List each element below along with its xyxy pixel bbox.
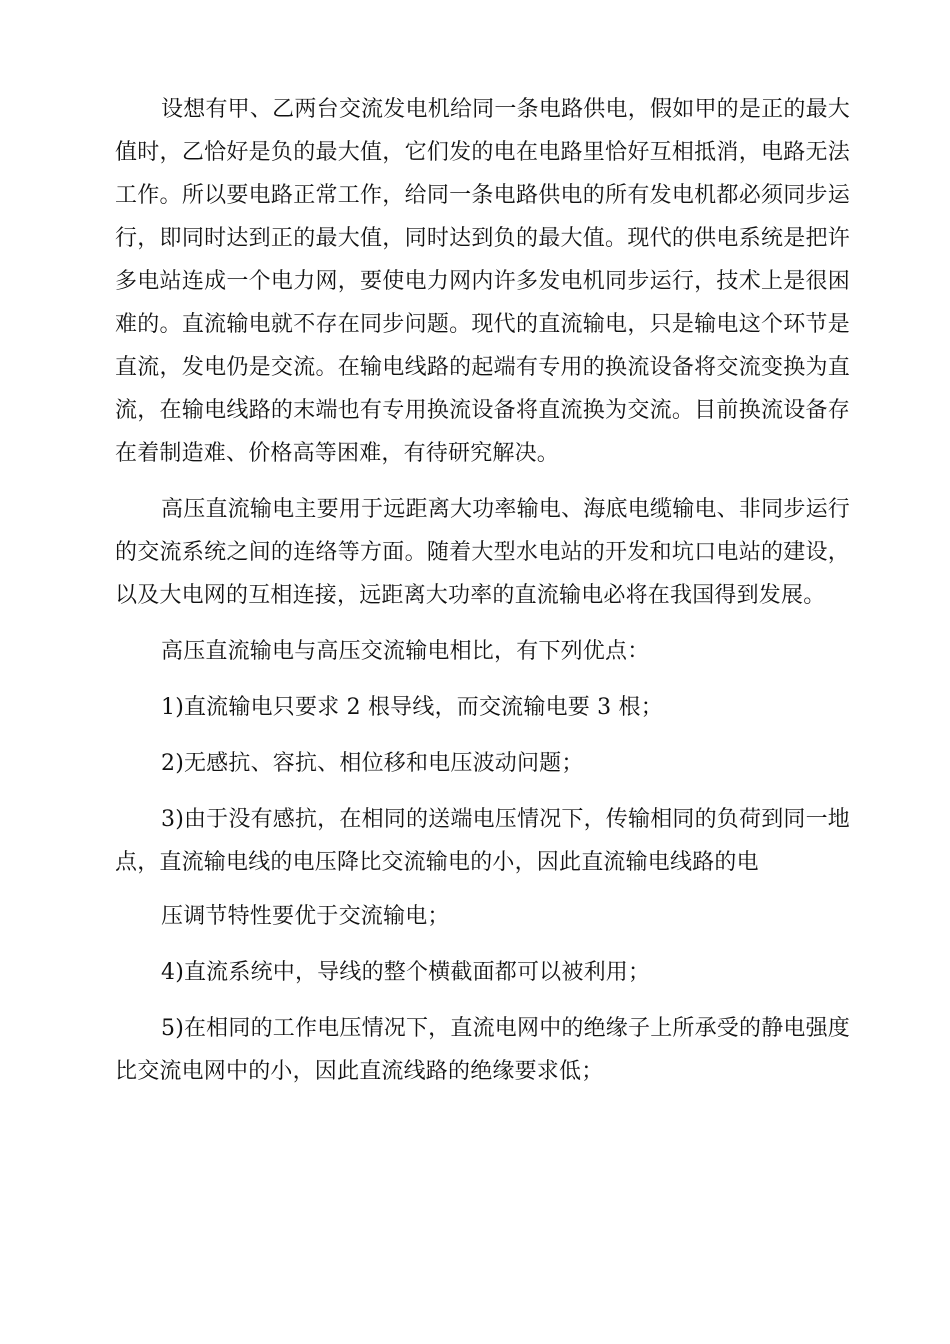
paragraph-ac-sync-problem: 设想有甲、乙两台交流发电机给同一条电路供电，假如甲的是正的最大值时，乙恰好是负的最大值，它们发的电在电路里恰好互相抵消，电路无法工作。所以要电路正常工作，给同一条电路供电的所有发电机都必须同步运行，即同时达到正的最大值，同时达到负的最大值。现代的供电系统是把许多电站连成一个电力网，要使电力网内许多发电机同步运行，技术上是很困难的。直流输电就不存在同步问题。现代的直流输电，只是输电这个环节是直流，发电仍是交流。在输电线路的起端有专用的换流设备将交流变换为直流，在输电线路的末端也有专用换流设备将直流换为交流。目前换流设备存在着制造难、价格高等困难，有待研究解决。 — [115, 97, 850, 466]
paragraph-spacer — [115, 994, 850, 1007]
document-body — [115, 88, 850, 1093]
paragraph-hvdc-applications: 高压直流输电主要用于远距离大功率输电、海底电缆输电、非同步运行的交流系统之间的连络等方面。随着大型水电站的开发和坑口电站的建设，以及大电网的互相连接，远距离大功率的直流输电必将在我国得到发展。 — [115, 497, 850, 608]
list-item-advantage-2: 2)无感抗、容抗、相位移和电压波动问题； — [161, 751, 584, 776]
paragraph-advantages-intro: 高压直流输电与高压交流输电相比，有下列优点： — [161, 639, 650, 664]
paragraph-spacer — [115, 938, 850, 951]
paragraph-spacer — [115, 475, 850, 488]
paragraph-spacer — [115, 729, 850, 742]
list-item-advantage-3: 3)由于没有感抗，在相同的送端电压情况下，传输相同的负荷到同一地点，直流输电线的电压降比交流输电的小，因此直流输电线路的电 — [115, 807, 850, 875]
paragraph-spacer — [115, 785, 850, 798]
list-item-advantage-1: 1)直流输电只要求 2 根导线，而交流输电要 3 根； — [161, 695, 663, 720]
paragraph-spacer — [115, 617, 850, 630]
list-item-advantage-5: 5)在相同的工作电压情况下，直流电网中的绝缘子上所承受的静电强度比交流电网中的小，因此直流线路的绝缘要求低； — [115, 1016, 850, 1084]
paragraph-spacer — [115, 673, 850, 686]
list-item-advantage-3-continued: 压调节特性要优于交流输电； — [161, 904, 450, 929]
paragraph-spacer — [115, 884, 850, 895]
list-item-advantage-4: 4)直流系统中，导线的整个横截面都可以被利用； — [161, 960, 651, 985]
